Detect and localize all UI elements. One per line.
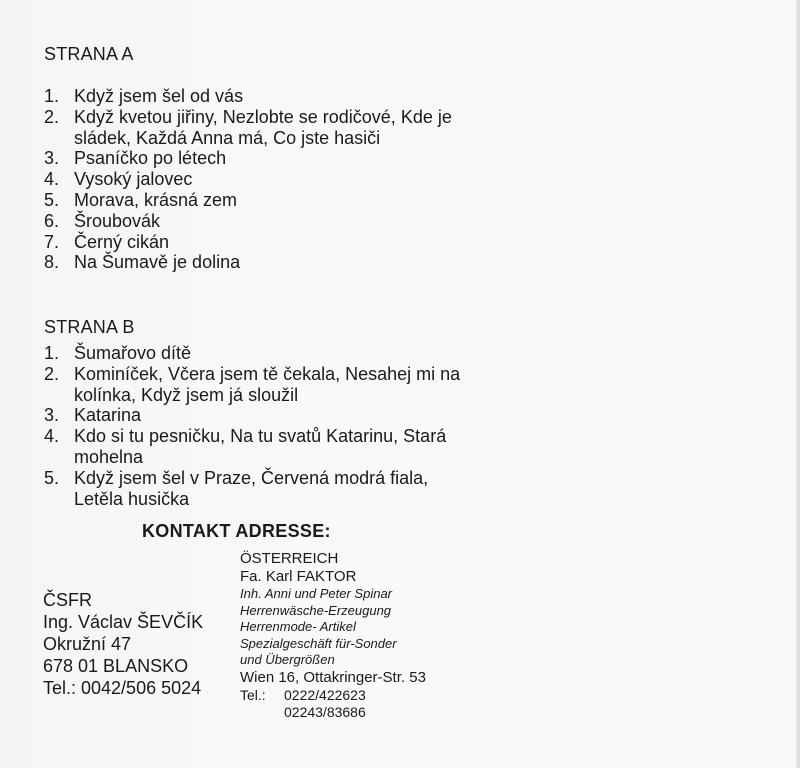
track-item <box>44 364 474 406</box>
track-number: 2. <box>44 363 60 384</box>
at-phone-1: 0222/422623 <box>284 686 366 703</box>
side-a-heading: STRANA A <box>44 44 134 64</box>
track-number: 1. <box>44 343 60 363</box>
contact-heading: KONTAKT ADRESSE: <box>142 521 331 541</box>
track-item <box>44 190 474 211</box>
track-item <box>44 343 474 364</box>
track-title: Šroubovák <box>74 210 161 231</box>
track-title: Katarina <box>74 405 142 426</box>
track-item <box>44 468 474 510</box>
cz-name: Ing. Václav ŠEVČÍK <box>43 612 204 632</box>
side-b-heading: STRANA B <box>44 317 135 337</box>
at-phone-2: 02243/83686 <box>284 703 366 720</box>
at-company: Fa. Karl FAKTOR <box>240 568 357 585</box>
track-title: Šumařovo dítě <box>74 343 192 363</box>
track-number: 5. <box>44 467 60 488</box>
cz-street: Okružní 47 <box>43 634 132 654</box>
track-number: 7. <box>44 231 60 252</box>
at-line-1: Herrenwäsche-Erzeugung <box>240 602 392 618</box>
track-title: Černý cikán <box>74 231 170 252</box>
track-title: Kominíček, Včera jsem tě čekala, Nesahej mi na kolínka, Když jsem já sloužil <box>74 363 461 405</box>
track-item <box>44 252 474 273</box>
at-owners: Inh. Anni und Peter Spinar <box>240 586 393 601</box>
track-title: Vysoký jalovec <box>74 169 193 190</box>
track-number: 4. <box>44 169 60 190</box>
track-title: Na Šumavě je dolina <box>74 252 241 273</box>
at-phone-label: Tel.: <box>240 686 266 703</box>
at-phone-row-1 <box>240 687 426 704</box>
austrian-address <box>240 550 426 721</box>
track-number: 1. <box>44 86 60 106</box>
at-phone-row-2 <box>240 704 426 721</box>
track-number: 5. <box>44 189 60 210</box>
at-line-4: und Übergrößen <box>240 652 335 667</box>
track-item <box>44 405 474 426</box>
cz-country: ČSFR <box>43 590 92 610</box>
track-item <box>44 232 474 253</box>
track-item <box>44 426 474 468</box>
track-item <box>44 148 474 169</box>
track-title: Kdo si tu pesničku, Na tu svatů Katarinu, Stará mohelna <box>74 426 447 467</box>
side-b-tracklist <box>44 343 474 509</box>
track-title: Morava, krásná zem <box>74 189 238 210</box>
at-country: ÖSTERREICH <box>240 550 339 567</box>
track-number: 4. <box>44 426 60 447</box>
track-title: Psaníčko po létech <box>74 148 227 169</box>
track-number: 2. <box>44 106 60 127</box>
cz-phone: Tel.: 0042/506 5024 <box>43 678 202 698</box>
paper-edge <box>796 0 800 768</box>
track-title: Když kvetou jiřiny, Nezlobte se rodičové, Kde je sládek, Každá Anna má, Co jste hasiči <box>74 106 452 148</box>
cz-city: 678 01 BLANSKO <box>43 656 189 676</box>
at-street: Wien 16, Ottakringer-Str. 53 <box>240 668 426 686</box>
track-title: Když jsem šel od vás <box>74 86 244 106</box>
track-item <box>44 86 474 107</box>
at-line-3: Spezialgeschäft für-Sonder <box>240 635 397 651</box>
track-number: 3. <box>44 148 60 169</box>
track-item <box>44 211 474 232</box>
track-number: 3. <box>44 405 60 426</box>
track-number: 8. <box>44 252 60 273</box>
side-a-tracklist <box>44 86 474 273</box>
track-number: 6. <box>44 210 60 231</box>
czech-address <box>43 589 203 699</box>
at-line-2: Herrenmode- Artikel <box>240 619 356 634</box>
track-title: Když jsem šel v Praze, Červená modrá fiala, Letěla husička <box>74 467 429 509</box>
track-item <box>44 169 474 190</box>
track-item <box>44 107 474 149</box>
